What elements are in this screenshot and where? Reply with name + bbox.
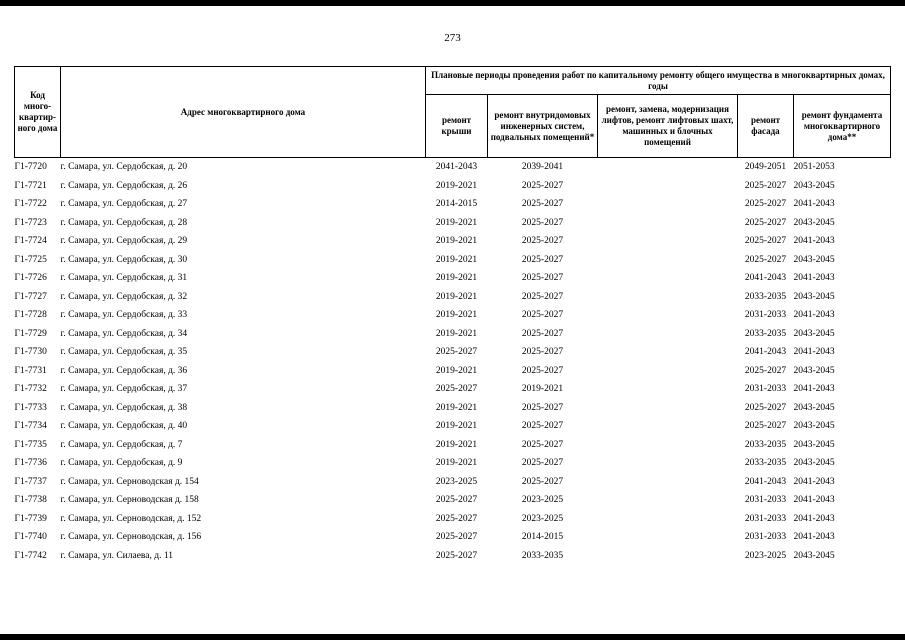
cell-elevators [598,195,738,214]
table-row [15,491,891,510]
cell-foundation: 2051-2053 [793,162,835,173]
cell-engineering: 2025-2027 [521,236,564,247]
cell-roof: 2019-2021 [435,421,478,432]
header-elevators: ремонт, замена, модернизация лифтов, ремонт лифтовых шахт, машинных и блочных помещений [598,95,738,158]
cell-address: г. Самара, ул. Серноводская, д. 152 [60,513,202,524]
capital-repair-schedule-table [14,66,891,565]
cell-facade: 2033-2035 [744,291,787,302]
cell-engineering: 2023-2025 [521,513,564,524]
cell-code: Г1-7722 [14,199,47,210]
cell-engineering: 2025-2027 [521,273,564,284]
cell-engineering: 2025-2027 [521,402,564,413]
cell-roof: 2019-2021 [435,310,478,321]
header-address: Адрес многоквартирного дома [61,67,426,158]
cell-foundation: 2041-2043 [793,273,835,284]
cell-roof: 2023-2025 [435,476,478,487]
bottom-border-bar [0,634,905,640]
cell-elevators [598,214,738,233]
cell-roof: 2019-2021 [435,273,478,284]
table-row [15,195,891,214]
table-row [15,528,891,547]
cell-address: г. Самара, ул. Сердобская, д. 32 [60,291,188,302]
cell-engineering: 2025-2027 [521,476,564,487]
cell-facade: 2025-2027 [744,402,787,413]
cell-roof: 2025-2027 [435,532,478,543]
cell-engineering: 2019-2021 [521,384,564,395]
cell-elevators [598,399,738,418]
table-row [15,251,891,270]
cell-address: г. Самара, ул. Сердобская, д. 34 [60,328,188,339]
cell-facade: 2031-2033 [744,532,787,543]
cell-foundation: 2043-2045 [793,254,835,265]
cell-elevators [598,417,738,436]
cell-foundation: 2041-2043 [793,310,835,321]
cell-engineering: 2014-2015 [521,532,564,543]
cell-facade: 2033-2035 [744,458,787,469]
table-row [15,343,891,362]
header-foundation: ремонт фундамента многоквартирного дома** [794,95,891,158]
cell-facade: 2023-2025 [744,550,787,561]
cell-elevators [598,510,738,529]
cell-roof: 2019-2021 [435,365,478,376]
cell-roof: 2019-2021 [435,217,478,228]
cell-facade: 2025-2027 [744,236,787,247]
cell-facade: 2031-2033 [744,513,787,524]
cell-roof: 2019-2021 [435,180,478,191]
cell-code: Г1-7731 [14,365,47,376]
table-row [15,362,891,381]
cell-foundation: 2043-2045 [793,402,835,413]
header-engineering: ремонт внутридомовых инженерных систем, подвальных помещений* [488,95,598,158]
header-code: Код много-квартир-ного дома [15,67,61,158]
cell-foundation: 2043-2045 [793,180,835,191]
cell-facade: 2025-2027 [744,180,787,191]
cell-address: г. Самара, ул. Сердобская, д. 27 [60,199,188,210]
cell-elevators [598,306,738,325]
table-row [15,547,891,566]
table-row [15,510,891,529]
cell-facade: 2025-2027 [744,421,787,432]
cell-facade: 2049-2051 [744,162,787,173]
cell-foundation: 2041-2043 [793,495,835,506]
table-row [15,399,891,418]
table-row [15,380,891,399]
cell-roof: 2019-2021 [435,254,478,265]
cell-elevators [598,473,738,492]
cell-code: Г1-7735 [14,439,47,450]
cell-address: г. Самара, ул. Сердобская, д. 31 [60,273,188,284]
cell-roof: 2014-2015 [435,199,478,210]
cell-address: г. Самара, ул. Сердобская, д. 20 [60,162,188,173]
cell-address: г. Самара, ул. Серноводская, д. 156 [60,532,202,543]
header-periods-group: Плановые периоды проведения работ по капитальному ремонту общего имущества в многоквартирных домах, годы [426,67,891,95]
cell-engineering: 2025-2027 [521,328,564,339]
header-facade: ремонт фасада [738,95,794,158]
cell-address: г. Самара, ул. Сердобская, д. 40 [60,421,188,432]
cell-address: г. Самара, ул. Сердобская, д. 28 [60,217,188,228]
cell-address: г. Самара, ул. Сердобская, д. 7 [60,439,183,450]
cell-foundation: 2043-2045 [793,328,835,339]
table-row [15,177,891,196]
cell-code: Г1-7730 [14,347,47,358]
cell-address: г. Самара, ул. Сердобская, д. 29 [60,236,188,247]
cell-code: Г1-7732 [14,384,47,395]
cell-facade: 2025-2027 [744,365,787,376]
cell-roof: 2019-2021 [435,236,478,247]
page-number: 273 [444,32,461,44]
cell-facade: 2031-2033 [744,384,787,395]
cell-elevators [598,343,738,362]
cell-elevators [598,232,738,251]
cell-facade: 2041-2043 [744,347,787,358]
cell-code: Г1-7721 [14,180,47,191]
cell-code: Г1-7739 [14,513,47,524]
table-row [15,325,891,344]
cell-facade: 2025-2027 [744,199,787,210]
table-row [15,158,891,177]
cell-address: г. Самара, ул. Серноводская д. 158 [60,495,199,506]
cell-foundation: 2043-2045 [793,365,835,376]
cell-engineering: 2025-2027 [521,421,564,432]
cell-facade: 2033-2035 [744,439,787,450]
cell-elevators [598,528,738,547]
cell-engineering: 2025-2027 [521,217,564,228]
cell-elevators [598,362,738,381]
cell-engineering: 2025-2027 [521,291,564,302]
cell-code: Г1-7738 [14,495,47,506]
cell-engineering: 2025-2027 [521,439,564,450]
cell-address: г. Самара, ул. Сердобская, д. 26 [60,180,188,191]
table-row [15,269,891,288]
cell-facade: 2025-2027 [744,217,787,228]
cell-roof: 2019-2021 [435,328,478,339]
table-row [15,417,891,436]
cell-facade: 2031-2033 [744,310,787,321]
cell-engineering: 2025-2027 [521,254,564,265]
cell-code: Г1-7723 [14,217,47,228]
cell-code: Г1-7729 [14,328,47,339]
table-row [15,473,891,492]
cell-code: Г1-7720 [14,162,47,173]
cell-foundation: 2041-2043 [793,199,835,210]
cell-roof: 2025-2027 [435,550,478,561]
cell-elevators [598,177,738,196]
cell-facade: 2041-2043 [744,476,787,487]
cell-foundation: 2043-2045 [793,458,835,469]
cell-facade: 2041-2043 [744,273,787,284]
cell-code: Г1-7727 [14,291,47,302]
table-row [15,306,891,325]
cell-address: г. Самара, ул. Сердобская, д. 36 [60,365,188,376]
cell-address: г. Самара, ул. Сердобская, д. 37 [60,384,188,395]
cell-code: Г1-7737 [14,476,47,487]
cell-elevators [598,158,738,177]
cell-engineering: 2025-2027 [521,365,564,376]
cell-elevators [598,288,738,307]
cell-roof: 2019-2021 [435,291,478,302]
cell-code: Г1-7728 [14,310,47,321]
cell-facade: 2025-2027 [744,254,787,265]
cell-foundation: 2041-2043 [793,347,835,358]
cell-code: Г1-7724 [14,236,47,247]
table-row [15,232,891,251]
cell-foundation: 2041-2043 [793,513,835,524]
cell-address: г. Самара, ул. Серноводская д. 154 [60,476,199,487]
cell-roof: 2041-2043 [435,162,478,173]
cell-code: Г1-7725 [14,254,47,265]
cell-foundation: 2043-2045 [793,291,835,302]
header-roof: ремонт крыши [426,95,488,158]
cell-foundation: 2041-2043 [793,236,835,247]
table-body [15,158,891,566]
cell-foundation: 2041-2043 [793,532,835,543]
table-row [15,454,891,473]
cell-engineering: 2025-2027 [521,199,564,210]
cell-code: Г1-7733 [14,402,47,413]
cell-facade: 2031-2033 [744,495,787,506]
cell-engineering: 2025-2027 [521,458,564,469]
cell-roof: 2025-2027 [435,495,478,506]
cell-address: г. Самара, ул. Сердобская, д. 30 [60,254,188,265]
cell-foundation: 2043-2045 [793,439,835,450]
cell-elevators [598,454,738,473]
cell-elevators [598,380,738,399]
cell-code: Г1-7736 [14,458,47,469]
cell-roof: 2019-2021 [435,458,478,469]
cell-code: Г1-7734 [14,421,47,432]
table-row [15,288,891,307]
cell-engineering: 2033-2035 [521,550,564,561]
cell-address: г. Самара, ул. Сердобская, д. 9 [60,458,183,469]
cell-foundation: 2041-2043 [793,476,835,487]
cell-address: г. Самара, ул. Сердобская, д. 33 [60,310,188,321]
cell-roof: 2019-2021 [435,439,478,450]
cell-roof: 2025-2027 [435,347,478,358]
cell-code: Г1-7742 [14,550,47,561]
cell-address: г. Самара, ул. Сердобская, д. 35 [60,347,188,358]
cell-roof: 2025-2027 [435,513,478,524]
top-border-bar [0,0,905,6]
cell-roof: 2025-2027 [435,384,478,395]
cell-elevators [598,251,738,270]
table-row [15,436,891,455]
table-row [15,214,891,233]
cell-elevators [598,325,738,344]
cell-foundation: 2043-2045 [793,217,835,228]
cell-facade: 2033-2035 [744,328,787,339]
cell-engineering: 2025-2027 [521,310,564,321]
cell-elevators [598,547,738,566]
cell-elevators [598,436,738,455]
cell-engineering: 2025-2027 [521,180,564,191]
cell-foundation: 2041-2043 [793,384,835,395]
cell-engineering: 2023-2025 [521,495,564,506]
cell-foundation: 2043-2045 [793,421,835,432]
cell-foundation: 2043-2045 [793,550,835,561]
cell-engineering: 2039-2041 [521,162,564,173]
cell-address: г. Самара, ул. Сердобская, д. 38 [60,402,188,413]
cell-code: Г1-7726 [14,273,47,284]
cell-engineering: 2025-2027 [521,347,564,358]
cell-elevators [598,491,738,510]
cell-elevators [598,269,738,288]
cell-roof: 2019-2021 [435,402,478,413]
cell-code: Г1-7740 [14,532,47,543]
cell-address: г. Самара, ул. Силаева, д. 11 [60,550,173,561]
